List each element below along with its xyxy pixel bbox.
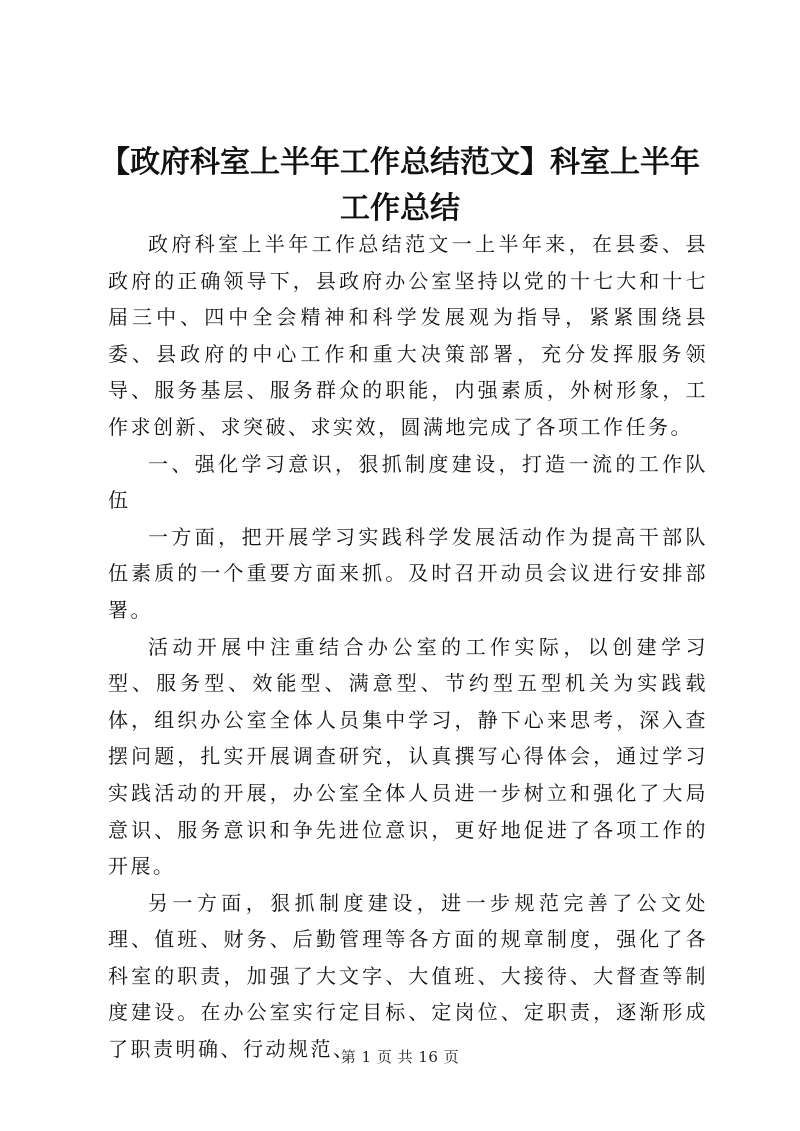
page-number-footer: 第 1 页 共 16 页 [340, 1048, 460, 1066]
document-title [100, 140, 700, 232]
document-body [108, 226, 708, 1068]
body-paragraph: 另一方面，狠抓制度建设，进一步规范完善了公文处理、值班、财务、后勤管理等各方面的规章制度，强化了各科室的职责，加强了大文字、大值班、大接待、大督查等制度建设。在办公室实行定目标、定岗位、定职责，逐渐形成了职责明确、行动规范、 [108, 890, 708, 1062]
body-paragraph: 一方面，把开展学习实践科学发展活动作为提高干部队伍素质的一个重要方面来抓。及时召开动员会议进行安排部署。 [108, 524, 708, 622]
body-paragraph: 活动开展中注重结合办公室的工作实际，以创建学习型、服务型、效能型、满意型、节约型五型机关为实践载体，组织办公室全体人员集中学习，静下心来思考，深入查摆问题，扎实开展调查研究，认真撰写心得体会，通过学习实践活动的开展，办公室全体人员进一步树立和强化了大局意识、服务意识和争先进位意识，更好地促进了各项工作的开展。 [108, 634, 708, 879]
section-heading-1: 一、强化学习意识，狠抓制度建设，打造一流的工作队伍 [108, 451, 708, 513]
title-line-1: 【政府科室上半年工作总结范文】科室上半年 [100, 145, 700, 180]
title-line-2: 工作总结 [340, 191, 460, 226]
intro-paragraph: 政府科室上半年工作总结范文一上半年来，在县委、县政府的正确领导下，县政府办公室坚持以党的十七大和十七届三中、四中全会精神和科学发展观为指导，紧紧围绕县委、县政府的中心工作和重大决策部署，充分发挥服务领导、服务基层、服务群众的职能，内强素质，外树形象，工作求创新、求突破、求实效，圆满地完成了各项工作任务。 [108, 232, 708, 439]
